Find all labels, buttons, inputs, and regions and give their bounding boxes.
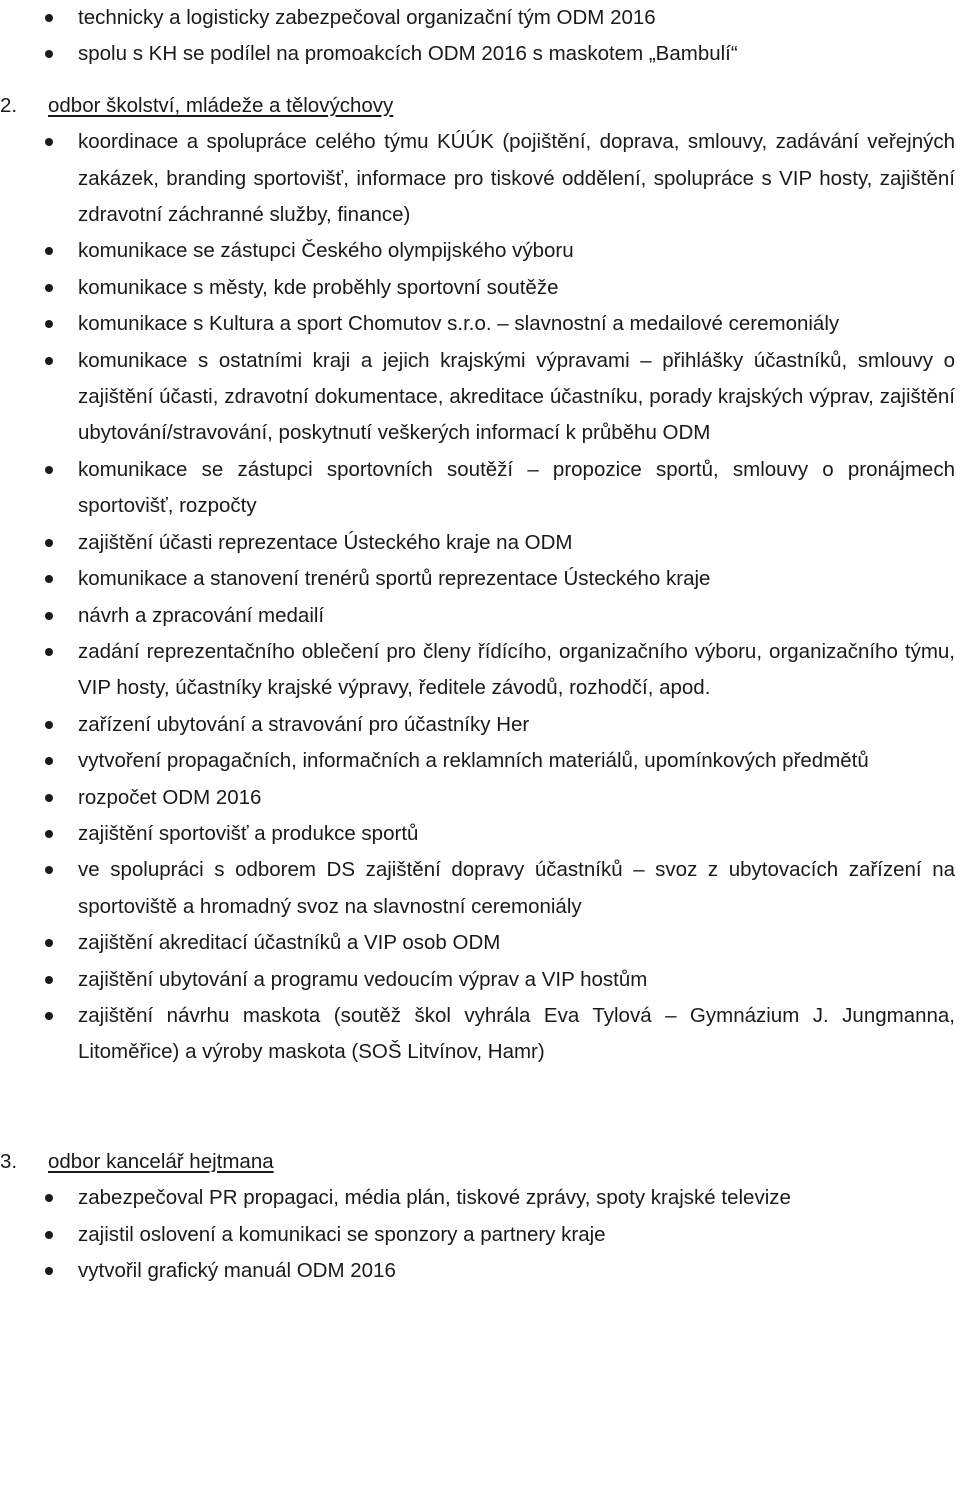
bullet-icon (45, 794, 53, 802)
bullet-icon (45, 14, 53, 22)
section-bullet-list (0, 124, 960, 1071)
bullet-icon (45, 757, 53, 765)
bullet-icon (45, 721, 53, 729)
bullet-icon (45, 830, 53, 838)
list-item: vytvoření propagačních, informačních a reklamních materiálů, upomínkových předmětů (0, 743, 960, 779)
list-item: zajištění účasti reprezentace Ústeckého kraje na ODM (0, 525, 960, 561)
list-item: komunikace s Kultura a sport Chomutov s.r.o. – slavnostní a medailové ceremoniály (0, 306, 960, 342)
list-item: zajištění ubytování a programu vedoucím výprav a VIP hostům (0, 962, 960, 998)
bullet-icon (45, 1012, 53, 1020)
list-item: komunikace se zástupci sportovních soutěží – propozice sportů, smlouvy o pronájmech sportovišť, rozpočty (0, 452, 960, 525)
list-item: vytvořil grafický manuál ODM 2016 (0, 1253, 960, 1289)
list-item: zadání reprezentačního oblečení pro členy řídícího, organizačního výboru, organizačního týmu, VIP hosty, účastníky krajské výpravy, ředitele závodů, rozhodčí, apod. (0, 634, 960, 707)
list-item: zařízení ubytování a stravování pro účastníky Her (0, 707, 960, 743)
list-item: zajištění návrhu maskota (soutěž škol vyhrála Eva Tylová – Gymnázium J. Jungmanna, Litoměřice) a výroby maskota (SOŠ Litvínov, Hamr) (0, 998, 960, 1071)
list-item: komunikace se zástupci Českého olympijského výboru (0, 233, 960, 269)
list-item: komunikace s ostatními kraji a jejich krajskými výpravami – přihlášky účastníků, smlouvy o zajištění účasti, zdravotní dokumentace, akreditace účastníku, porady krajských výprav, zajištění ubytování/stravování, poskytnutí veškerých informací k průběhu ODM (0, 343, 960, 452)
section-bullet-list (0, 1180, 960, 1289)
list-item: zajištění akreditací účastníků a VIP osob ODM (0, 925, 960, 961)
section-number: 3. (0, 1149, 18, 1173)
list-item: zajištění sportovišť a produkce sportů (0, 816, 960, 852)
bullet-icon (45, 320, 53, 328)
bullet-icon (45, 50, 53, 58)
bullet-icon (45, 247, 53, 255)
list-item: technicky a logisticky zabezpečoval organizační tým ODM 2016 (0, 0, 960, 36)
bullet-icon (45, 539, 53, 547)
list-item: koordinace a spolupráce celého týmu KÚÚK (pojištění, doprava, smlouvy, zadávání veřejných zakázek, branding sportovišť, informace pro tiskové oddělení, spolupráce s VIP hosty, zajištění zdravotní záchranné služby, finance) (0, 124, 960, 233)
bullet-icon (45, 284, 53, 292)
bullet-icon (45, 612, 53, 620)
list-item: zabezpečoval PR propagaci, média plán, tiskové zprávy, spoty krajské televize (0, 1180, 960, 1216)
bullet-icon (45, 939, 53, 947)
bullet-icon (45, 1194, 53, 1202)
bullet-icon (45, 138, 53, 146)
bullet-icon (45, 1267, 53, 1275)
bullet-icon (45, 575, 53, 583)
bullet-icon (45, 648, 53, 656)
top-bullet-list (0, 0, 960, 73)
list-item: spolu s KH se podílel na promoakcích ODM 2016 s maskotem „Bambulí“ (0, 36, 960, 72)
section-heading (0, 1144, 960, 1180)
bullet-icon (45, 357, 53, 365)
list-item: návrh a zpracování medailí (0, 598, 960, 634)
bullet-icon (45, 866, 53, 874)
bullet-icon (45, 976, 53, 984)
list-item: ve spolupráci s odborem DS zajištění dopravy účastníků – svoz z ubytovacích zařízení na sportoviště a hromadný svoz na slavnostní ceremoniály (0, 852, 960, 925)
bullet-icon (45, 466, 53, 474)
bullet-icon (45, 1231, 53, 1239)
section-title: odbor školství, mládeže a tělovýchovy (48, 93, 394, 117)
section-heading (0, 88, 960, 124)
list-item: komunikace s městy, kde proběhly sportovní soutěže (0, 270, 960, 306)
section-number: 2. (0, 93, 18, 117)
section-title: odbor kancelář hejtmana (48, 1149, 274, 1173)
list-item: zajistil oslovení a komunikaci se sponzory a partnery kraje (0, 1217, 960, 1253)
list-item: komunikace a stanovení trenérů sportů reprezentace Ústeckého kraje (0, 561, 960, 597)
list-item: rozpočet ODM 2016 (0, 780, 960, 816)
